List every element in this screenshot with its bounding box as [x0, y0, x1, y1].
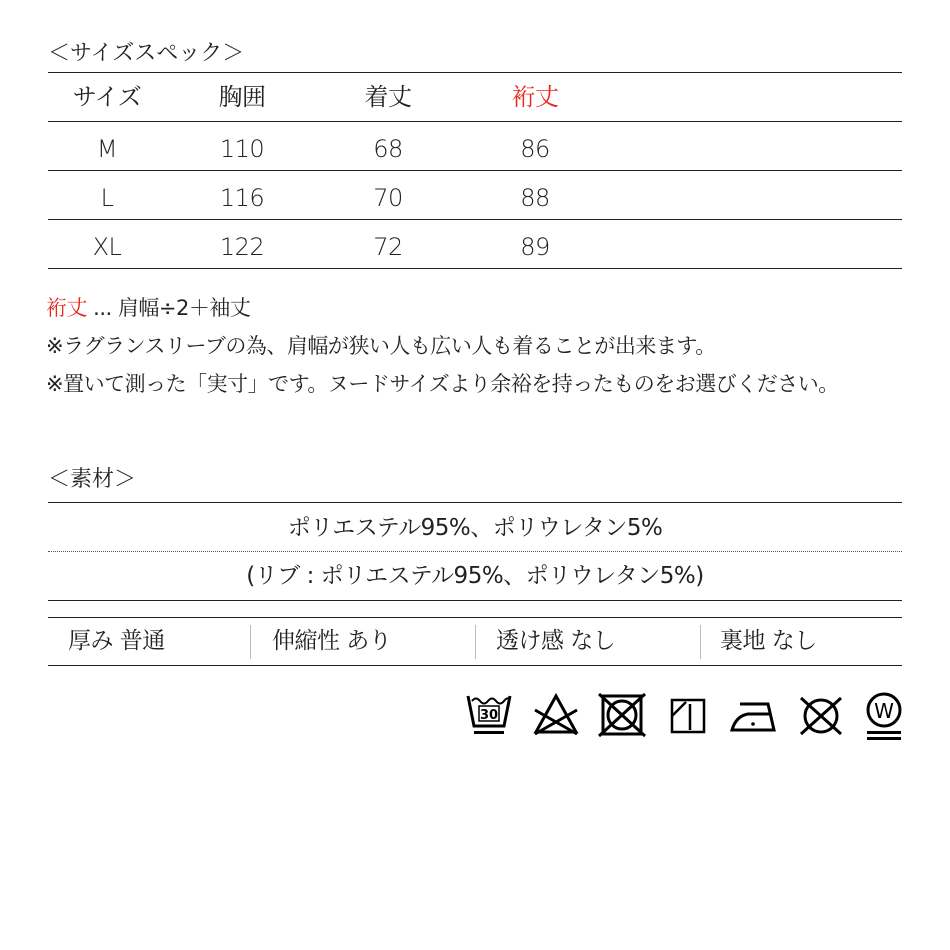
- cell-chest: 116: [219, 184, 265, 212]
- no-bleach-icon: [531, 688, 581, 740]
- cell-size: L: [100, 184, 114, 212]
- cell-length: 72: [373, 233, 403, 261]
- cell-length: 68: [373, 135, 403, 163]
- cell-length: 70: [373, 184, 403, 212]
- iron-low-icon: [728, 688, 780, 740]
- divider: [48, 617, 902, 618]
- divider: [48, 665, 902, 666]
- divider: [250, 625, 251, 659]
- wet-clean-letter: W: [874, 699, 894, 723]
- divider: [48, 502, 902, 503]
- header-sleeve: 裄丈: [511, 83, 559, 111]
- divider: [48, 72, 902, 73]
- cell-sleeve: 86: [520, 135, 550, 163]
- divider: [48, 268, 902, 269]
- no-tumble-dry-icon: [597, 688, 647, 740]
- feature-lining: 裏地 なし: [720, 628, 817, 654]
- formula-text: ... 肩幅÷2＋袖丈: [87, 296, 251, 320]
- material-main: ポリエステル95%、ポリウレタン5%: [287, 515, 663, 541]
- cell-sleeve: 89: [520, 233, 550, 261]
- note-raglan: ※ラグランスリーブの為、肩幅が狭い人も広い人も着ることが出来ます。: [46, 334, 716, 358]
- divider: [48, 551, 902, 552]
- divider: [48, 170, 902, 171]
- cell-size: XL: [92, 233, 122, 261]
- divider: [48, 600, 902, 601]
- header-size: サイズ: [72, 83, 142, 111]
- feature-stretch: 伸縮性 あり: [272, 628, 392, 654]
- divider: [700, 625, 701, 659]
- wash-30-icon: [464, 688, 514, 740]
- cell-sleeve: 88: [520, 184, 550, 212]
- formula-note: [46, 294, 250, 322]
- material-title: ＜素材＞: [48, 467, 137, 492]
- wet-clean-icon: [862, 688, 906, 744]
- cell-chest: 122: [219, 233, 265, 261]
- feature-sheer: 透け感 なし: [496, 628, 616, 654]
- header-chest: 胸囲: [218, 83, 266, 111]
- divider: [48, 121, 902, 122]
- note-measurement: ※置いて測った「実寸」です。ヌードサイズより余裕を持ったものをお選びください。: [46, 372, 839, 396]
- cell-chest: 110: [219, 135, 265, 163]
- cell-size: M: [96, 135, 118, 163]
- divider: [475, 625, 476, 659]
- material-rib: (リブ : ポリエステル95%、ポリウレタン5%): [246, 563, 704, 589]
- drip-dry-shade-icon: [666, 688, 710, 740]
- size-spec-title: ＜サイズスペック＞: [48, 41, 245, 66]
- formula-term: 裄丈: [46, 296, 87, 320]
- wash-temp: 30: [479, 708, 499, 723]
- feature-thickness: 厚み 普通: [68, 628, 165, 654]
- no-dry-clean-icon: [797, 688, 845, 740]
- divider: [48, 219, 902, 220]
- header-length: 着丈: [364, 83, 412, 111]
